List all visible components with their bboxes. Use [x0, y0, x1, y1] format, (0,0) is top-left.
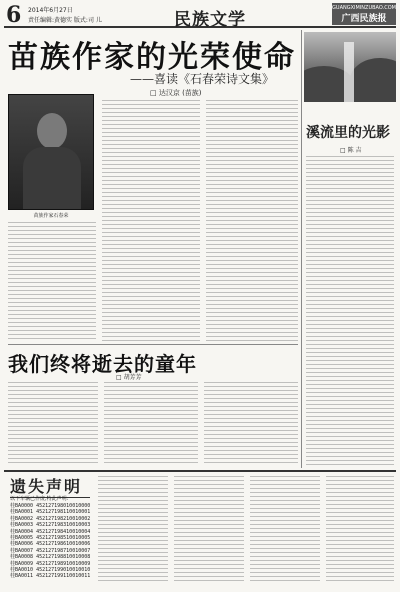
second-article-col-3	[204, 382, 298, 466]
issue-date: 2014年6月27日	[28, 7, 73, 14]
notice-entry: 桂BA0007 452127198710010007	[10, 547, 91, 554]
portrait-caption: 苗族作家石春荣	[33, 213, 69, 219]
second-headline: 我们终将逝去的童年	[8, 352, 197, 376]
notice-entry: 桂BA0002 452127198210010002	[10, 515, 91, 522]
notice-title: 遗失声明	[10, 474, 90, 498]
notice-entry: 桂BA0004 452127198410010004	[10, 528, 91, 535]
publication-logo	[332, 3, 396, 25]
right-article-title: 溪流里的光影	[306, 125, 390, 141]
notice-entry: 桂BA0003 452127198310010003	[10, 522, 91, 529]
notice-entry: 桂BA0011 452127199110010011	[10, 573, 91, 580]
notice-entry: 桂BA0010 452127199010010010	[10, 567, 91, 574]
main-article-col-2	[102, 100, 200, 342]
notice-entries	[10, 503, 91, 580]
publication-name: 广西民族报	[341, 14, 387, 24]
notice-entry: 桂BA0009 452127198910010009	[10, 560, 91, 567]
second-article-col-1	[8, 382, 98, 466]
notice-entry: 桂BA0001 452127198110010001	[10, 509, 91, 516]
notice-entry: 桂BA0008 452127198810010008	[10, 554, 91, 561]
second-author: □ 胡芳芳	[116, 374, 142, 381]
right-article-author: □ 陈 吉	[340, 147, 362, 154]
notice-entry: 桂BA0000 452127198010010000	[10, 503, 91, 509]
notice-entry: 桂BA0005 452127198510010005	[10, 535, 91, 542]
main-subtitle: ——喜读《石春荣诗文集》	[130, 72, 275, 86]
editor-credits: 责任编辑:黄德实 版式:司 儿	[28, 17, 102, 24]
page-number: 6	[6, 2, 22, 28]
notice-col-2	[98, 476, 168, 584]
second-article-col-2	[104, 382, 198, 466]
column-divider	[301, 30, 302, 468]
author-portrait-photo	[8, 94, 94, 210]
notice-col-5	[326, 476, 394, 584]
right-article-body	[306, 156, 394, 466]
masthead	[4, 2, 396, 28]
notice-intro: 以下车辆已作废,特此声明:	[10, 496, 69, 502]
waterfall-photo	[304, 32, 396, 102]
publication-url: GUANGXIMINZUBAO.COM	[332, 5, 396, 11]
notice-col-4	[250, 476, 320, 584]
main-headline: 苗族作家的光荣使命	[8, 40, 296, 75]
main-article-col-3	[206, 100, 298, 342]
notice-col-3	[174, 476, 244, 584]
main-author: □ 达汉京 (苗族)	[150, 89, 202, 97]
notice-entry: 桂BA0006 452127198610010006	[10, 541, 91, 548]
section-title: 民族文学	[174, 10, 246, 30]
divider	[8, 344, 298, 345]
main-article-col-1	[8, 222, 96, 342]
